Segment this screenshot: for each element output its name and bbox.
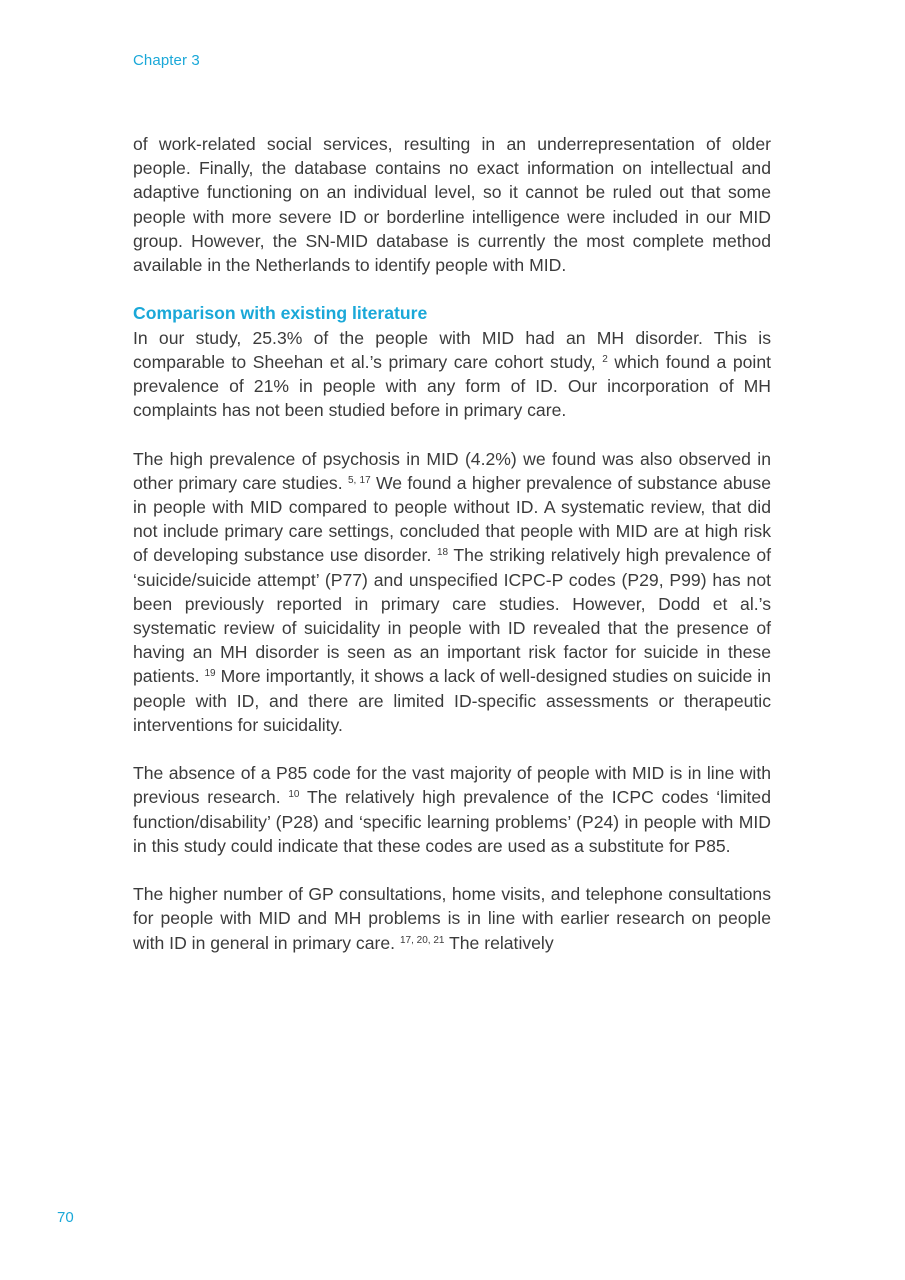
citation-ref: 2	[602, 353, 608, 365]
text-span: The striking relatively high prevalence of ‘suicide/suicide attempt’ (P77) and unspecified ICPC-P codes (P29, P99) has not been previously reported in primary care studies. However, Dodd et al.’s systematic review of suicidality in people with ID revealed that the presence of having an MH disorder is seen as an important risk factor for suicide in these patients.	[133, 545, 771, 687]
citation-ref: 17, 20, 21	[399, 934, 445, 946]
citation-ref: 19	[204, 668, 216, 680]
text-span: which found a point prevalence of 21% in people with any form of ID. Our incorporation of MH complaints has not been studied before in primary care.	[133, 351, 771, 421]
body-text	[133, 132, 771, 955]
paragraph-p85-code	[133, 761, 771, 858]
citation-ref: 10	[288, 789, 300, 801]
section-heading: Comparison with existing literature	[133, 303, 428, 324]
running-head: Chapter 3	[133, 52, 200, 69]
text-span: The high prevalence of psychosis in MID (4.2%) we found was also observed in other primary care studies.	[133, 448, 771, 493]
paragraph-psychosis	[133, 447, 771, 737]
text-span: The higher number of GP consultations, home visits, and telephone consultations for people with MID and MH problems is in line with earlier research on people with ID in general in primary care.	[133, 884, 771, 953]
text-span: The relatively high prevalence of the ICPC codes ‘limited function/disability’ (P28) and ‘specific learning problems’ (P24) in people with MID in this study could indicate that these codes are used as a substitute for P85.	[133, 787, 771, 856]
citation-ref: 5, 17	[347, 474, 371, 486]
text-span: The relatively	[444, 932, 554, 953]
page-number: 70	[57, 1209, 74, 1226]
citation-ref: 18	[436, 547, 449, 559]
paragraph-consultations	[133, 882, 771, 955]
paragraph-limitations: of work-related social services, resulting in an underrepresentation of older people. Finally, the database contains no exact information on intellectual and adaptive functioning on an individual level, so it cannot be ruled out that some people with more severe ID or borderline intelligence were included in our MID group. However, the SN-MID database is currently the most complete method available in the Netherlands to identify people with MID.	[133, 134, 771, 276]
text-span: In our study, 25.3% of the people with MID had an MH disorder. This is comparable to Sheehan et al.’s primary care cohort study,	[133, 327, 771, 372]
text-span: The absence of a P85 code for the vast majority of people with MID is in line with previous research.	[133, 763, 771, 808]
text-span: We found a higher prevalence of substance abuse in people with MID compared to people without ID. A systematic review, that did not include primary care settings, concluded that people with MID are at high risk of developing substance use disorder.	[133, 472, 771, 566]
paragraph-prevalence	[133, 326, 771, 423]
text-span: More importantly, it shows a lack of well-designed studies on suicide in people with ID, and there are limited ID-specific assessments or therapeutic interventions for suicidality.	[133, 666, 771, 735]
